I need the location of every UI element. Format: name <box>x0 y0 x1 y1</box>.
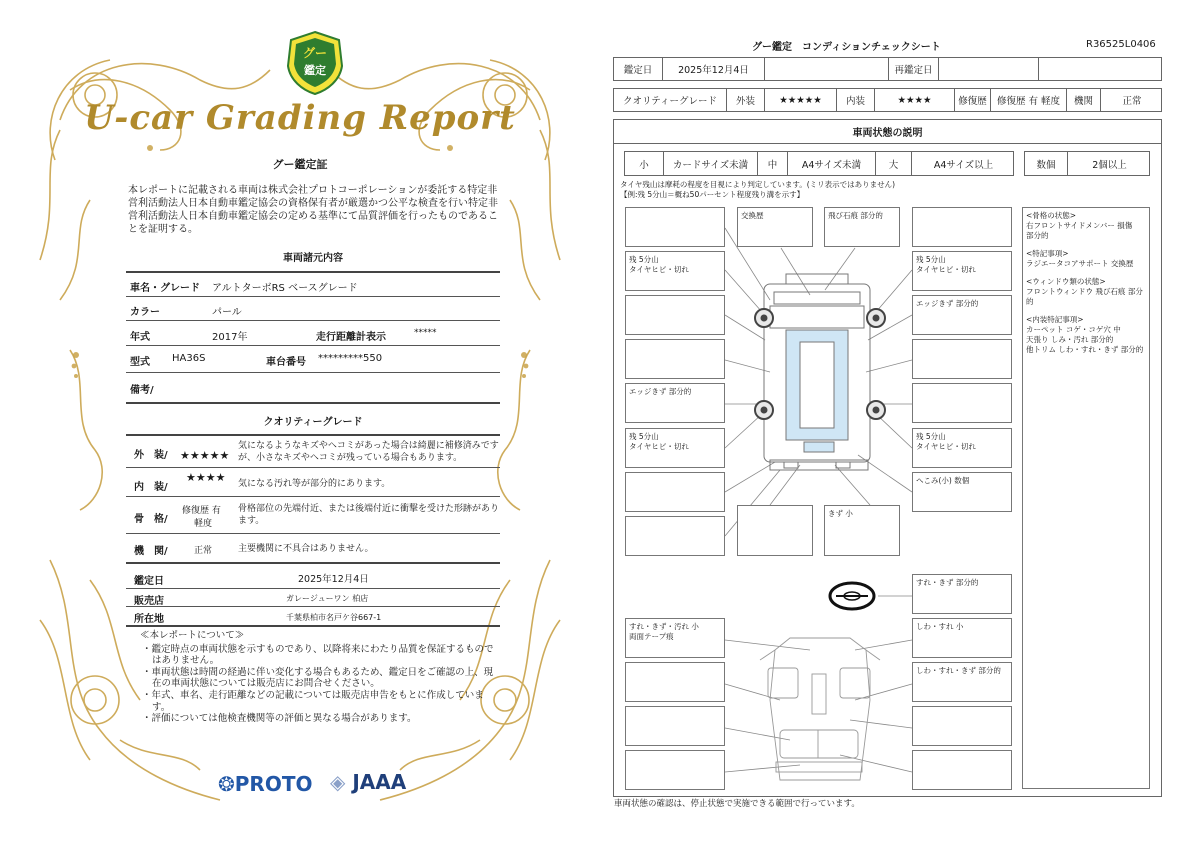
notes-line: カーペット コゲ・コゲ穴 中 <box>1026 325 1121 334</box>
callout-left <box>625 339 725 379</box>
callout-right <box>912 339 1012 379</box>
notes-interior-head: <内装特記事項> <box>1026 315 1084 324</box>
chassis-value: *********550 <box>318 353 383 364</box>
interior-stars: ★★★★ <box>874 89 954 111</box>
mileage-value: ***** <box>414 328 437 338</box>
frame-label: 骨 格/ <box>134 514 168 525</box>
notes-line: フロントウィンドウ 飛び石痕 部分的 <box>1026 287 1143 306</box>
divider <box>126 588 500 589</box>
divider <box>126 345 500 346</box>
svg-text:グー: グー <box>302 46 328 60</box>
callout-edge-right: エッジきず 部分的 <box>912 295 1012 335</box>
grade-heading: クオリティーグレード <box>263 417 363 428</box>
callout-dash-right: しわ・すれ 小 <box>912 618 1012 658</box>
note-item: ・年式、車名、走行距離などの記載については販売店申告をもとに作成しています。 <box>142 689 484 713</box>
mileage-label: 走行距離計表示 <box>316 332 386 343</box>
size-small-desc: カードサイズ未満 <box>663 152 757 175</box>
shop-label: 販売店 <box>134 596 164 607</box>
proto-logo: ❂PROTO <box>218 772 313 796</box>
panel-title: 車両状態の説明 <box>614 120 1161 144</box>
exterior-stars: ★★★★★ <box>764 89 836 111</box>
divider <box>126 467 500 468</box>
certificate-body: 本レポートに記載される車両は株式会社プロトコーポレーションが委託する特定非営利活動法人日本自動車鑑定協会の資格保有者が厳選かつ公平な検査を行い特定非営利活動法人日本自動車鑑定協会の定める基準にて品質評価を行ったものであることを証明する。 <box>128 185 498 235</box>
sheet-footnote: 車両状態の確認は、停止状態で実施できる範囲で行っています。 <box>614 799 860 809</box>
divider <box>126 625 500 627</box>
engine-label: 機関 <box>1066 89 1100 111</box>
size-mid: 中 <box>757 152 787 175</box>
size-large-desc: A4サイズ以上 <box>911 152 1015 175</box>
callout-right <box>912 383 1012 423</box>
count-label: 数個 <box>1036 159 1056 171</box>
exterior-label: 外 装/ <box>134 450 168 461</box>
chassis-label: 車台番号 <box>266 357 306 368</box>
interior-label: 内装 <box>836 89 874 111</box>
callout-seat-right: しわ・すれ・きず 部分的 <box>912 662 1012 702</box>
callout-tire-front-right: 残 5分山 タイヤヒビ・切れ <box>912 251 1012 291</box>
divider <box>126 271 500 273</box>
date-blank <box>764 58 888 80</box>
tire-note-line: 【例:残 5分山＝概ね50パーセント程度残り溝を示す】 <box>620 190 805 199</box>
exterior-label: 外装 <box>726 89 764 111</box>
grade-row <box>613 88 1162 112</box>
jaaa-logo: ◈ JAAA <box>330 770 407 794</box>
sheet-title: グー鑑定 コンディションチェックシート <box>752 42 941 53</box>
color-label: カラー <box>130 307 160 318</box>
reeval-value <box>938 58 1038 80</box>
callout-right <box>912 706 1012 746</box>
notes-frame-head: <骨格の状態> <box>1026 211 1077 220</box>
frame-value-2: 軽度 <box>194 519 213 529</box>
notes-heading: ≪本レポートについて≫ <box>140 630 245 641</box>
grade-label: クオリティーグレード <box>622 96 718 107</box>
notes-line: 右フロントサイドメンバー 損傷 <box>1026 221 1133 230</box>
date-value: 2025年12月4日 <box>662 58 764 80</box>
size-large: 大 <box>875 152 911 175</box>
date-label: 鑑定日 <box>623 65 653 76</box>
exterior-stars: ★★★★★ <box>180 449 230 462</box>
shop-value: ガレージューワン 柏店 <box>286 594 369 603</box>
callout-left <box>625 207 725 247</box>
divider <box>126 606 500 607</box>
spec-heading: 車両諸元内容 <box>283 253 343 264</box>
certificate-title: グー鑑定証 <box>272 158 328 171</box>
date-label: 鑑定日 <box>134 576 164 587</box>
note-item: ・評価については他検査機関等の評価と異なる場合があります。 <box>142 713 417 725</box>
notes-window-head: <ウィンドウ類の状態> <box>1026 277 1106 286</box>
divider <box>126 296 500 297</box>
notes-line: 天張り しみ・汚れ 部分的 <box>1026 335 1114 344</box>
report-script-title: U-car Grading Report <box>84 98 516 138</box>
callout-rear-left <box>737 505 813 556</box>
callout-right <box>912 207 1012 247</box>
interior-label: 内 装/ <box>134 482 168 493</box>
report-notes <box>140 630 500 725</box>
divider <box>126 320 500 321</box>
divider <box>126 533 500 534</box>
callout-scratch: きず 小 <box>824 505 900 556</box>
notes-line: 部分的 <box>1026 231 1049 240</box>
address-label: 所在地 <box>134 614 164 625</box>
frame-desc: 骨格部位の先端付近、または後端付近に衝撃を受けた形跡があります。 <box>238 504 500 526</box>
date-value: 2025年12月4日 <box>298 574 369 585</box>
notes-line: ラジエータコアサポート 交換歴 <box>1026 259 1134 268</box>
callout-left <box>625 750 725 790</box>
callout-left <box>625 516 725 556</box>
callout-left <box>625 662 725 702</box>
callout-chip: 飛び石痕 部分的 <box>824 207 900 247</box>
goo-appraisal-emblem <box>286 30 344 96</box>
callout-left <box>625 472 725 512</box>
divider <box>126 434 500 436</box>
divider <box>126 496 500 497</box>
interior-desc: 気になる汚れ等が部分的にあります。 <box>238 479 391 489</box>
interior-stars: ★★★★ <box>186 471 226 484</box>
date-row <box>613 57 1162 81</box>
callout-seat-left: すれ・きず・汚れ 小 両面テープ痕 <box>625 618 725 658</box>
tire-note <box>620 180 895 200</box>
report-id: R36525L0406 <box>1086 39 1156 50</box>
name-label: 車名・グレード <box>130 283 200 294</box>
repair-label: 修復歴 <box>954 89 990 111</box>
callout-right <box>912 750 1012 790</box>
engine-value: 正常 <box>194 546 213 556</box>
callout-tire-front-left: 残 5分山 タイヤヒビ・切れ <box>625 251 725 291</box>
divider <box>126 402 500 404</box>
color-value: パール <box>212 307 242 318</box>
frame-value-1: 修復歴 有 <box>182 506 221 516</box>
size-mid-desc: A4サイズ未満 <box>787 152 875 175</box>
repair-value: 修復歴 有 軽度 <box>990 89 1066 111</box>
reeval-label: 再鑑定日 <box>888 58 938 80</box>
engine-value: 正常 <box>1100 89 1163 111</box>
divider <box>126 372 500 373</box>
notes-special-head: <特記事項> <box>1026 249 1069 258</box>
tire-note-line: タイヤ残山は摩耗の程度を目視により判定しています。(ミリ表示ではありません) <box>620 180 896 189</box>
address-value: 千葉県柏市名戸ケ谷667-1 <box>286 613 382 622</box>
model-label: 型式 <box>130 357 150 368</box>
svg-text:鑑定: 鑑定 <box>304 64 326 77</box>
special-notes <box>1022 207 1150 789</box>
callout-left <box>625 295 725 335</box>
note-item: ・鑑定時点の車両状態を示すものであり、以降将来にわたり品質を保証するものではありません。 <box>142 643 494 667</box>
year-label: 年式 <box>130 332 150 343</box>
reeval-blank <box>1038 58 1163 80</box>
model-value: HA36S <box>172 353 206 364</box>
remarks-label: 備考/ <box>130 385 154 396</box>
callout-left <box>625 706 725 746</box>
name-value: アルトターボRS ベースグレード <box>212 283 358 294</box>
engine-label: 機 関/ <box>134 546 168 557</box>
divider <box>126 562 500 564</box>
size-legend <box>624 151 1014 176</box>
engine-desc: 主要機関に不具合はありません。 <box>238 544 374 554</box>
callout-exchange: 交換歴 <box>737 207 813 247</box>
callout-edge-left: エッジきず 部分的 <box>625 383 725 423</box>
year-value: 2017年 <box>212 332 248 343</box>
callout-steering: すれ・きず 部分的 <box>912 574 1012 614</box>
callout-tire-rear-left: 残 5分山 タイヤヒビ・切れ <box>625 428 725 468</box>
exterior-desc: 気になるようなキズやヘコミがあった場合は綺麗に補修済みですが、小さなキズやヘコミが残っている場合もあります。 <box>238 441 499 463</box>
count-legend <box>1024 151 1150 176</box>
callout-dent: へこみ(小) 数個 <box>912 472 1012 512</box>
count-desc: 2個以上 <box>1067 152 1151 175</box>
callout-tire-rear-right: 残 5分山 タイヤヒビ・切れ <box>912 428 1012 468</box>
note-item: ・車両状態は時間の経過に伴い変化する場合もあるため、鑑定日をご確認の上、現在の車両状態については販売店にお問合せください。 <box>142 666 494 690</box>
size-small: 小 <box>639 159 649 171</box>
notes-line: 他トリム しわ・すれ・きず 部分的 <box>1026 345 1144 354</box>
